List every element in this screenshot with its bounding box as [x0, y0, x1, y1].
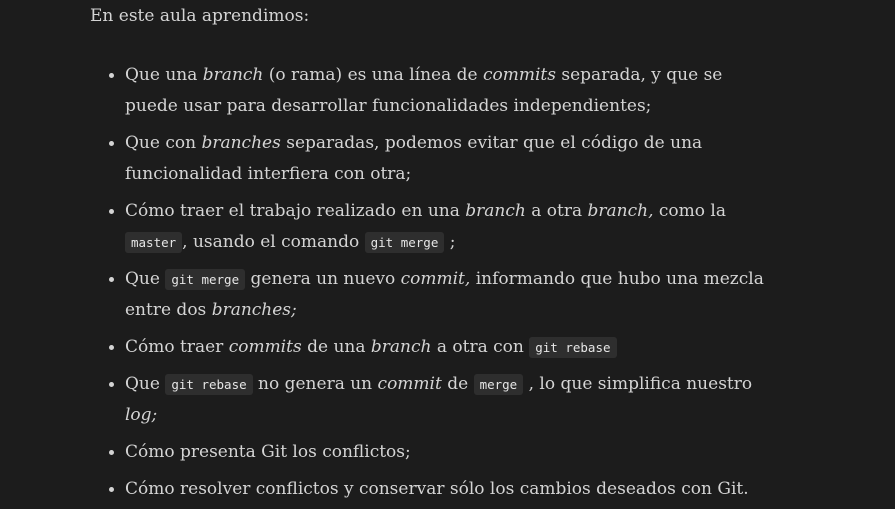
- code-snippet: git rebase: [165, 374, 252, 395]
- item-text: Cómo resolver conflictos y conservar sólo los cambios deseados con Git.: [125, 479, 749, 499]
- emphasized-term: branch: [370, 337, 432, 357]
- intro-text: En este aula aprendimos:: [90, 6, 310, 26]
- code-snippet: git rebase: [529, 337, 616, 358]
- emphasized-term: commits: [228, 337, 302, 357]
- item-text: como la: [653, 201, 726, 221]
- list-item: [125, 196, 765, 258]
- item-text: Que: [125, 269, 166, 289]
- code-snippet: git merge: [165, 269, 245, 290]
- item-text: Que: [125, 374, 166, 394]
- list-item: [125, 264, 765, 326]
- code-snippet: merge: [474, 374, 524, 395]
- code-snippet: master: [125, 232, 182, 253]
- item-text: separadas, podemos evitar que el código de una funcionalidad interfiera con otra;: [125, 133, 703, 184]
- item-text: ;: [444, 232, 456, 252]
- list-item: [125, 128, 765, 190]
- item-text: Cómo traer: [125, 337, 229, 357]
- item-text: Cómo traer el trabajo realizado en una: [125, 201, 466, 221]
- item-text: , lo que simplifica nuestro: [523, 374, 753, 394]
- list-item: [125, 332, 765, 363]
- item-text: (o rama) es una línea de: [263, 65, 483, 85]
- item-text: Que una: [125, 65, 203, 85]
- emphasized-term: commits: [482, 65, 556, 85]
- item-text: , usando el comando: [182, 232, 365, 252]
- emphasized-term: branch: [465, 201, 526, 221]
- list-item: [125, 474, 765, 505]
- emphasized-term: branches;: [211, 300, 297, 320]
- code-snippet: git merge: [365, 232, 445, 253]
- item-text: separada, y que se puede usar para desarrollar funcionalidades independientes;: [125, 65, 723, 116]
- lessons-list: [107, 60, 765, 509]
- item-text: de una: [301, 337, 371, 357]
- emphasized-term: commit,: [400, 269, 471, 289]
- emphasized-term: branches: [201, 133, 281, 153]
- emphasized-term: branch,: [587, 201, 654, 221]
- item-text: genera un nuevo: [245, 269, 401, 289]
- item-text: informando que hubo una mezcla entre dos: [125, 269, 764, 320]
- item-text: Que con: [125, 133, 202, 153]
- item-text: a otra: [525, 201, 588, 221]
- list-item: [125, 437, 765, 468]
- emphasized-term: log;: [125, 405, 158, 425]
- item-text: de: [441, 374, 474, 394]
- item-text: a otra con: [431, 337, 530, 357]
- item-text: no genera un: [252, 374, 378, 394]
- list-item: [125, 369, 765, 431]
- emphasized-term: commit: [377, 374, 442, 394]
- emphasized-term: branch: [202, 65, 264, 85]
- list-item: [125, 60, 765, 122]
- item-text: Cómo presenta Git los conflictos;: [125, 442, 411, 462]
